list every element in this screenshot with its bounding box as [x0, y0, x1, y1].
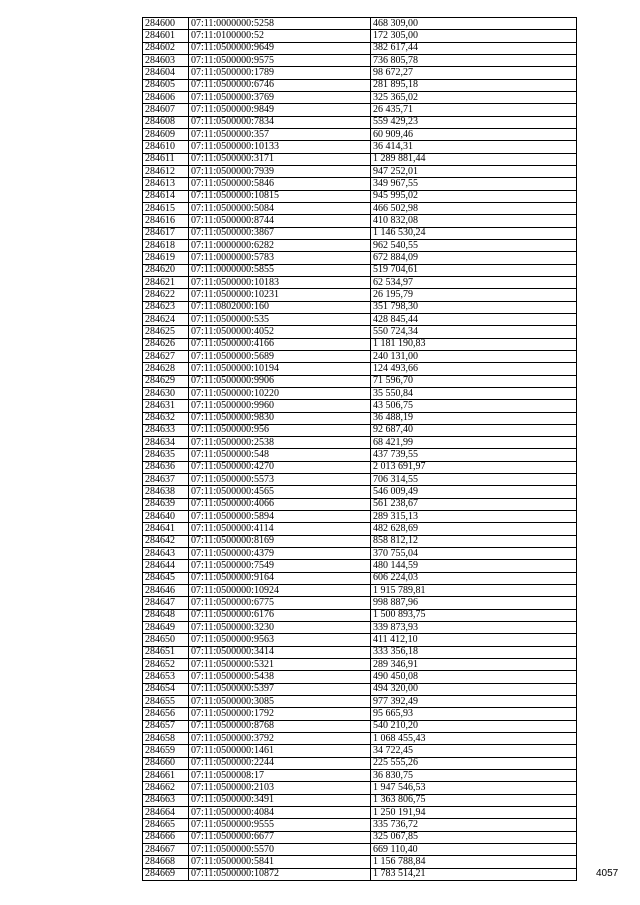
- row-number-cell: 284658: [143, 733, 189, 745]
- table-row: [143, 67, 577, 79]
- cadastral-number-cell: 07:11:0500000:6775: [189, 597, 371, 609]
- cadastral-value-cell: 281 895,18: [371, 79, 577, 91]
- table-row: [143, 498, 577, 510]
- cadastral-number-cell: 07:11:0500000:3792: [189, 733, 371, 745]
- row-number-cell: 284640: [143, 511, 189, 523]
- table-row: [143, 387, 577, 399]
- table-row: [143, 375, 577, 387]
- cadastral-number-cell: 07:11:0500000:2103: [189, 782, 371, 794]
- table-row: [143, 116, 577, 128]
- cadastral-number-cell: 07:11:0500000:3867: [189, 227, 371, 239]
- table-row: [143, 30, 577, 42]
- row-number-cell: 284652: [143, 659, 189, 671]
- cadastral-value-cell: 26 435,71: [371, 104, 577, 116]
- table-row: [143, 486, 577, 498]
- row-number-cell: 284632: [143, 412, 189, 424]
- row-number-cell: 284651: [143, 646, 189, 658]
- table-row: [143, 597, 577, 609]
- table-row: [143, 91, 577, 103]
- cadastral-value-cell: 1 363 806,75: [371, 794, 577, 806]
- cadastral-number-cell: 07:11:0500000:548: [189, 449, 371, 461]
- row-number-cell: 284629: [143, 375, 189, 387]
- cadastral-number-cell: 07:11:0500000:4270: [189, 461, 371, 473]
- cadastral-number-cell: 07:11:0500000:6176: [189, 609, 371, 621]
- row-number-cell: 284634: [143, 437, 189, 449]
- page-number: 4057: [596, 868, 619, 879]
- table-row: [143, 646, 577, 658]
- table-row: [143, 141, 577, 153]
- row-number-cell: 284620: [143, 264, 189, 276]
- row-number-cell: 284600: [143, 18, 189, 30]
- table-row: [143, 770, 577, 782]
- cadastral-value-cell: 335 736,72: [371, 819, 577, 831]
- table-row: [143, 363, 577, 375]
- cadastral-number-cell: 07:11:0500000:7834: [189, 116, 371, 128]
- cadastral-number-cell: 07:11:0500000:8169: [189, 535, 371, 547]
- cadastral-value-cell: 1 146 530,24: [371, 227, 577, 239]
- cadastral-value-cell: 60 909,46: [371, 128, 577, 140]
- cadastral-number-cell: 07:11:0802000:160: [189, 301, 371, 313]
- row-number-cell: 284606: [143, 91, 189, 103]
- cadastral-number-cell: 07:11:0500000:9555: [189, 819, 371, 831]
- table-row: [143, 313, 577, 325]
- cadastral-number-cell: 07:11:0100000:52: [189, 30, 371, 42]
- row-number-cell: 284607: [143, 104, 189, 116]
- table-row: [143, 831, 577, 843]
- cadastral-number-cell: 07:11:0500000:4166: [189, 338, 371, 350]
- cadastral-value-cell: 1 181 190,83: [371, 338, 577, 350]
- cadastral-value-cell: 71 596,70: [371, 375, 577, 387]
- cadastral-number-cell: 07:11:0500000:535: [189, 313, 371, 325]
- row-number-cell: 284666: [143, 831, 189, 843]
- cadastral-value-cell: 1 289 881,44: [371, 153, 577, 165]
- table-row: [143, 42, 577, 54]
- row-number-cell: 284650: [143, 634, 189, 646]
- cadastral-number-cell: 07:11:0500000:5573: [189, 474, 371, 486]
- table-row: [143, 807, 577, 819]
- cadastral-number-cell: 07:11:0500008:17: [189, 770, 371, 782]
- row-number-cell: 284653: [143, 671, 189, 683]
- cadastral-value-cell: 468 309,00: [371, 18, 577, 30]
- cadastral-number-cell: 07:11:0500000:3230: [189, 622, 371, 634]
- cadastral-value-cell: 98 672,27: [371, 67, 577, 79]
- cadastral-value-cell: 437 739,55: [371, 449, 577, 461]
- row-number-cell: 284668: [143, 856, 189, 868]
- cadastral-number-cell: 07:11:0500000:3171: [189, 153, 371, 165]
- cadastral-value-cell: 95 665,93: [371, 708, 577, 720]
- cadastral-value-cell: 947 252,01: [371, 165, 577, 177]
- cadastral-value-cell: 858 812,12: [371, 535, 577, 547]
- row-number-cell: 284641: [143, 523, 189, 535]
- table-row: [143, 868, 577, 880]
- row-number-cell: 284655: [143, 696, 189, 708]
- cadastral-value-cell: 370 755,04: [371, 548, 577, 560]
- row-number-cell: 284627: [143, 350, 189, 362]
- table-row: [143, 449, 577, 461]
- table-row: [143, 782, 577, 794]
- row-number-cell: 284643: [143, 548, 189, 560]
- table-row: [143, 634, 577, 646]
- cadastral-value-cell: 225 555,26: [371, 757, 577, 769]
- table-row: [143, 609, 577, 621]
- cadastral-number-cell: 07:11:0500000:8768: [189, 720, 371, 732]
- row-number-cell: 284638: [143, 486, 189, 498]
- table-row: [143, 252, 577, 264]
- cadastral-value-cell: 466 502,98: [371, 202, 577, 214]
- cadastral-number-cell: 07:11:0500000:10133: [189, 141, 371, 153]
- table-row: [143, 79, 577, 91]
- cadastral-value-cell: 1 156 788,84: [371, 856, 577, 868]
- row-number-cell: 284654: [143, 683, 189, 695]
- cadastral-number-cell: 07:11:0500000:5894: [189, 511, 371, 523]
- cadastral-value-cell: 1 500 893,75: [371, 609, 577, 621]
- cadastral-number-cell: 07:11:0500000:9575: [189, 54, 371, 66]
- row-number-cell: 284664: [143, 807, 189, 819]
- row-number-cell: 284608: [143, 116, 189, 128]
- cadastral-number-cell: 07:11:0500000:7549: [189, 560, 371, 572]
- cadastral-number-cell: 07:11:0500000:7939: [189, 165, 371, 177]
- cadastral-value-cell: 606 224,03: [371, 572, 577, 584]
- row-number-cell: 284669: [143, 868, 189, 880]
- table-row: [143, 153, 577, 165]
- cadastral-value-cell: 519 704,61: [371, 264, 577, 276]
- cadastral-number-cell: 07:11:0500000:3085: [189, 696, 371, 708]
- row-number-cell: 284626: [143, 338, 189, 350]
- row-number-cell: 284628: [143, 363, 189, 375]
- row-number-cell: 284623: [143, 301, 189, 313]
- cadastral-value-cell: 550 724,34: [371, 326, 577, 338]
- row-number-cell: 284611: [143, 153, 189, 165]
- row-number-cell: 284637: [143, 474, 189, 486]
- table-row: [143, 511, 577, 523]
- cadastral-value-cell: 36 830,75: [371, 770, 577, 782]
- cadastral-value-cell: 172 305,00: [371, 30, 577, 42]
- cadastral-value-cell: 43 506,75: [371, 400, 577, 412]
- cadastral-value-cell: 561 238,67: [371, 498, 577, 510]
- row-number-cell: 284644: [143, 560, 189, 572]
- cadastral-value-cell: 706 314,55: [371, 474, 577, 486]
- cadastral-number-cell: 07:11:0000000:5855: [189, 264, 371, 276]
- table-row: [143, 819, 577, 831]
- cadastral-number-cell: 07:11:0500000:1792: [189, 708, 371, 720]
- row-number-cell: 284662: [143, 782, 189, 794]
- cadastral-number-cell: 07:11:0500000:2244: [189, 757, 371, 769]
- row-number-cell: 284642: [143, 535, 189, 547]
- cadastral-value-cell: 998 887,96: [371, 597, 577, 609]
- table-row: [143, 264, 577, 276]
- cadastral-number-cell: 07:11:0500000:956: [189, 424, 371, 436]
- row-number-cell: 284660: [143, 757, 189, 769]
- table-row: [143, 326, 577, 338]
- cadastral-value-cell: 945 995,02: [371, 190, 577, 202]
- row-number-cell: 284604: [143, 67, 189, 79]
- table-row: [143, 843, 577, 855]
- cadastral-number-cell: 07:11:0500000:5438: [189, 671, 371, 683]
- row-number-cell: 284657: [143, 720, 189, 732]
- cadastral-value-cell: 351 798,30: [371, 301, 577, 313]
- table-row: [143, 276, 577, 288]
- row-number-cell: 284621: [143, 276, 189, 288]
- row-number-cell: 284622: [143, 289, 189, 301]
- cadastral-number-cell: 07:11:0500000:2538: [189, 437, 371, 449]
- row-number-cell: 284615: [143, 202, 189, 214]
- cadastral-number-cell: 07:11:0500000:6746: [189, 79, 371, 91]
- table-row: [143, 535, 577, 547]
- row-number-cell: 284610: [143, 141, 189, 153]
- cadastral-value-cell: 1 783 514,21: [371, 868, 577, 880]
- cadastral-value-cell: 35 550,84: [371, 387, 577, 399]
- cadastral-number-cell: 07:11:0500000:9830: [189, 412, 371, 424]
- cadastral-number-cell: 07:11:0500000:8744: [189, 215, 371, 227]
- cadastral-value-cell: 240 131,00: [371, 350, 577, 362]
- row-number-cell: 284665: [143, 819, 189, 831]
- row-number-cell: 284647: [143, 597, 189, 609]
- cadastral-number-cell: 07:11:0500000:4066: [189, 498, 371, 510]
- table-row: [143, 548, 577, 560]
- cadastral-number-cell: 07:11:0500000:1789: [189, 67, 371, 79]
- cadastral-value-cell: 482 628,69: [371, 523, 577, 535]
- row-number-cell: 284603: [143, 54, 189, 66]
- cadastral-value-cell: 333 356,18: [371, 646, 577, 658]
- table-row: [143, 289, 577, 301]
- cadastral-number-cell: 07:11:0500000:4379: [189, 548, 371, 560]
- cadastral-value-cell: 349 967,55: [371, 178, 577, 190]
- row-number-cell: 284645: [143, 572, 189, 584]
- cadastral-number-cell: 07:11:0500000:3414: [189, 646, 371, 658]
- cadastral-number-cell: 07:11:0500000:5570: [189, 843, 371, 855]
- cadastral-value-cell: 546 009,49: [371, 486, 577, 498]
- table-row: [143, 412, 577, 424]
- table-row: [143, 572, 577, 584]
- row-number-cell: 284633: [143, 424, 189, 436]
- cadastral-number-cell: 07:11:0500000:9906: [189, 375, 371, 387]
- table-row: [143, 696, 577, 708]
- cadastral-number-cell: 07:11:0500000:9649: [189, 42, 371, 54]
- cadastral-number-cell: 07:11:0500000:10183: [189, 276, 371, 288]
- cadastral-number-cell: 07:11:0500000:10815: [189, 190, 371, 202]
- table-row: [143, 560, 577, 572]
- cadastral-number-cell: 07:11:0500000:5397: [189, 683, 371, 695]
- table-row: [143, 301, 577, 313]
- cadastral-number-cell: 07:11:0500000:5321: [189, 659, 371, 671]
- table-row: [143, 659, 577, 671]
- cadastral-value-cell: 289 346,91: [371, 659, 577, 671]
- cadastral-value-cell: 1 947 546,53: [371, 782, 577, 794]
- table-row: [143, 239, 577, 251]
- cadastral-value-table: [142, 17, 577, 881]
- cadastral-number-cell: 07:11:0500000:5689: [189, 350, 371, 362]
- row-number-cell: 284639: [143, 498, 189, 510]
- cadastral-number-cell: 07:11:0000000:5783: [189, 252, 371, 264]
- table-row: [143, 178, 577, 190]
- table-row: [143, 202, 577, 214]
- row-number-cell: 284635: [143, 449, 189, 461]
- table-row: [143, 18, 577, 30]
- cadastral-value-cell: 1 250 191,94: [371, 807, 577, 819]
- table-body: [143, 18, 577, 881]
- row-number-cell: 284617: [143, 227, 189, 239]
- row-number-cell: 284648: [143, 609, 189, 621]
- cadastral-value-cell: 36 414,31: [371, 141, 577, 153]
- row-number-cell: 284602: [143, 42, 189, 54]
- cadastral-value-cell: 540 210,20: [371, 720, 577, 732]
- table-row: [143, 720, 577, 732]
- table-row: [143, 794, 577, 806]
- cadastral-value-cell: 411 412,10: [371, 634, 577, 646]
- row-number-cell: 284659: [143, 745, 189, 757]
- cadastral-number-cell: 07:11:0500000:3769: [189, 91, 371, 103]
- row-number-cell: 284630: [143, 387, 189, 399]
- table-row: [143, 708, 577, 720]
- cadastral-value-cell: 325 067,85: [371, 831, 577, 843]
- cadastral-number-cell: 07:11:0500000:4114: [189, 523, 371, 535]
- table-row: [143, 215, 577, 227]
- cadastral-number-cell: 07:11:0500000:5084: [189, 202, 371, 214]
- cadastral-value-cell: 1 915 789,81: [371, 585, 577, 597]
- cadastral-number-cell: 07:11:0500000:9164: [189, 572, 371, 584]
- table-row: [143, 424, 577, 436]
- table-row: [143, 437, 577, 449]
- row-number-cell: 284636: [143, 461, 189, 473]
- cadastral-value-cell: 962 540,55: [371, 239, 577, 251]
- cadastral-number-cell: 07:11:0500000:4052: [189, 326, 371, 338]
- cadastral-value-cell: 124 493,66: [371, 363, 577, 375]
- row-number-cell: 284656: [143, 708, 189, 720]
- cadastral-value-cell: 325 365,02: [371, 91, 577, 103]
- cadastral-value-cell: 68 421,99: [371, 437, 577, 449]
- row-number-cell: 284609: [143, 128, 189, 140]
- table-row: [143, 104, 577, 116]
- cadastral-number-cell: 07:11:0000000:6282: [189, 239, 371, 251]
- cadastral-value-cell: 559 429,23: [371, 116, 577, 128]
- cadastral-number-cell: 07:11:0500000:10231: [189, 289, 371, 301]
- table-row: [143, 54, 577, 66]
- row-number-cell: 284646: [143, 585, 189, 597]
- cadastral-value-cell: 428 845,44: [371, 313, 577, 325]
- table-row: [143, 622, 577, 634]
- row-number-cell: 284667: [143, 843, 189, 855]
- table-row: [143, 671, 577, 683]
- table-row: [143, 165, 577, 177]
- row-number-cell: 284663: [143, 794, 189, 806]
- row-number-cell: 284649: [143, 622, 189, 634]
- cadastral-value-cell: 36 488,19: [371, 412, 577, 424]
- row-number-cell: 284612: [143, 165, 189, 177]
- table-row: [143, 474, 577, 486]
- cadastral-value-cell: 977 392,49: [371, 696, 577, 708]
- cadastral-value-cell: 339 873,93: [371, 622, 577, 634]
- cadastral-number-cell: 07:11:0500000:5846: [189, 178, 371, 190]
- row-number-cell: 284616: [143, 215, 189, 227]
- table-row: [143, 227, 577, 239]
- cadastral-number-cell: 07:11:0500000:9960: [189, 400, 371, 412]
- cadastral-number-cell: 07:11:0500000:5841: [189, 856, 371, 868]
- cadastral-number-cell: 07:11:0000000:5258: [189, 18, 371, 30]
- table-row: [143, 523, 577, 535]
- table-row: [143, 128, 577, 140]
- table-row: [143, 461, 577, 473]
- cadastral-number-cell: 07:11:0500000:10872: [189, 868, 371, 880]
- cadastral-value-cell: 669 110,40: [371, 843, 577, 855]
- cadastral-value-cell: 494 320,00: [371, 683, 577, 695]
- cadastral-number-cell: 07:11:0500000:10924: [189, 585, 371, 597]
- row-number-cell: 284619: [143, 252, 189, 264]
- cadastral-number-cell: 07:11:0500000:1461: [189, 745, 371, 757]
- row-number-cell: 284625: [143, 326, 189, 338]
- cadastral-value-cell: 480 144,59: [371, 560, 577, 572]
- cadastral-value-cell: 1 068 455,43: [371, 733, 577, 745]
- cadastral-number-cell: 07:11:0500000:357: [189, 128, 371, 140]
- row-number-cell: 284605: [143, 79, 189, 91]
- cadastral-value-cell: 62 534,97: [371, 276, 577, 288]
- cadastral-number-cell: 07:11:0500000:10220: [189, 387, 371, 399]
- table-row: [143, 733, 577, 745]
- cadastral-value-cell: 34 722,45: [371, 745, 577, 757]
- row-number-cell: 284661: [143, 770, 189, 782]
- cadastral-value-cell: 736 805,78: [371, 54, 577, 66]
- cadastral-value-cell: 92 687,40: [371, 424, 577, 436]
- table-row: [143, 856, 577, 868]
- cadastral-number-cell: 07:11:0500000:6677: [189, 831, 371, 843]
- table-row: [143, 683, 577, 695]
- cadastral-value-cell: 382 617,44: [371, 42, 577, 54]
- table-row: [143, 350, 577, 362]
- table-row: [143, 757, 577, 769]
- cadastral-value-cell: 26 195,79: [371, 289, 577, 301]
- cadastral-number-cell: 07:11:0500000:9849: [189, 104, 371, 116]
- table-row: [143, 745, 577, 757]
- row-number-cell: 284601: [143, 30, 189, 42]
- row-number-cell: 284631: [143, 400, 189, 412]
- table-row: [143, 400, 577, 412]
- cadastral-number-cell: 07:11:0500000:4084: [189, 807, 371, 819]
- row-number-cell: 284614: [143, 190, 189, 202]
- cadastral-value-cell: 672 884,09: [371, 252, 577, 264]
- cadastral-number-cell: 07:11:0500000:9563: [189, 634, 371, 646]
- row-number-cell: 284624: [143, 313, 189, 325]
- table-row: [143, 585, 577, 597]
- cadastral-number-cell: 07:11:0500000:4565: [189, 486, 371, 498]
- cadastral-value-cell: 2 013 691,97: [371, 461, 577, 473]
- row-number-cell: 284618: [143, 239, 189, 251]
- cadastral-value-cell: 410 832,08: [371, 215, 577, 227]
- cadastral-value-cell: 490 450,08: [371, 671, 577, 683]
- table-row: [143, 190, 577, 202]
- cadastral-number-cell: 07:11:0500000:10194: [189, 363, 371, 375]
- row-number-cell: 284613: [143, 178, 189, 190]
- cadastral-number-cell: 07:11:0500000:3491: [189, 794, 371, 806]
- table-row: [143, 338, 577, 350]
- cadastral-value-cell: 289 315,13: [371, 511, 577, 523]
